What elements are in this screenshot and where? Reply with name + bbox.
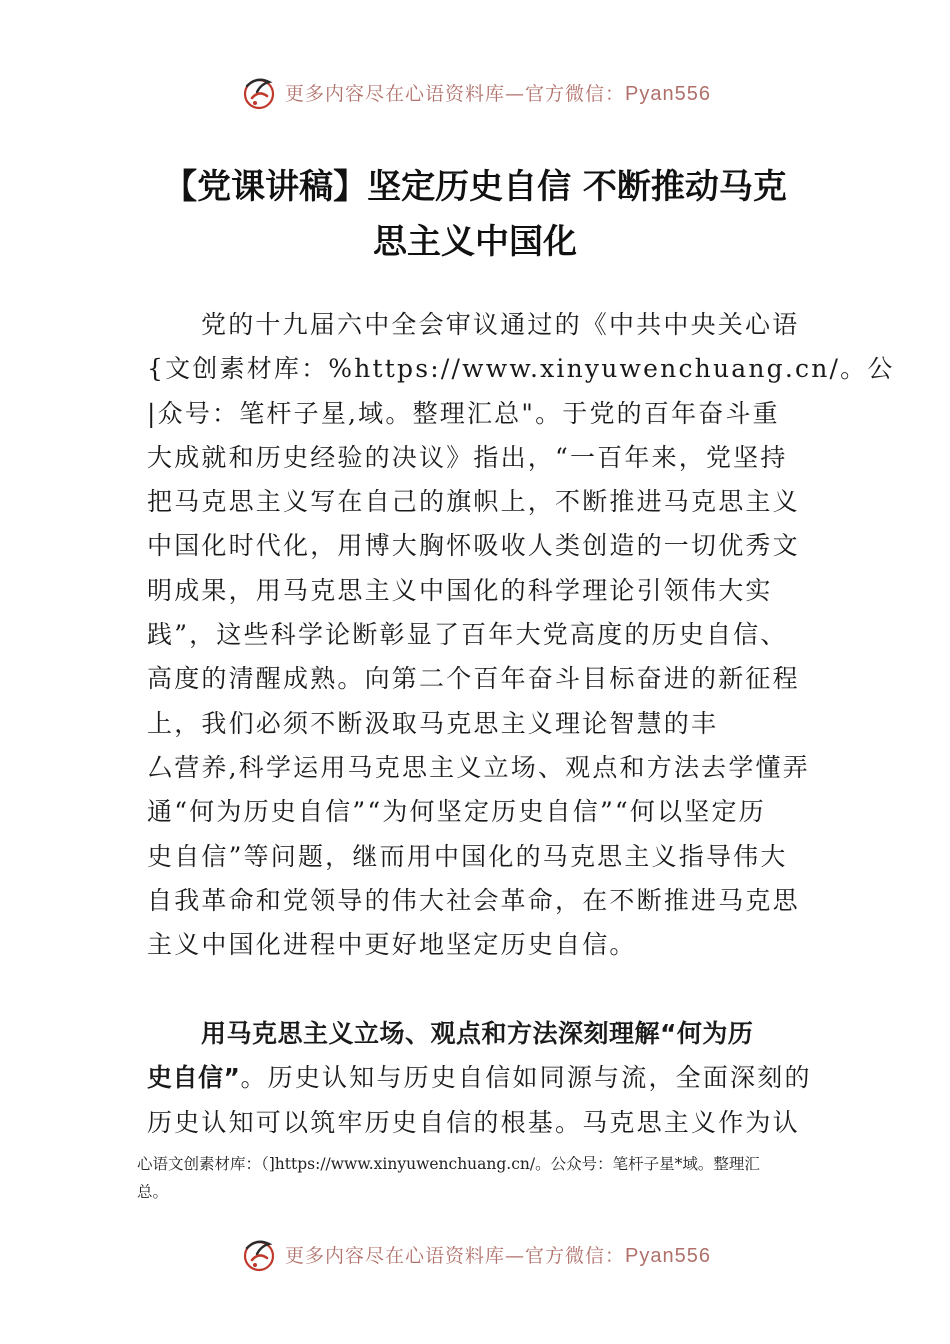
- document-title: [120, 160, 830, 270]
- banner-text: [285, 79, 711, 106]
- paragraph-line: 主义中国化进程中更好地坚定历史自信。: [147, 930, 637, 960]
- paragraph-line: 党的十九届六中全会审议通过的《中共中央关心语: [201, 310, 800, 339]
- banner-wechat-id: Pyan556: [625, 82, 711, 105]
- paragraph-line: 通“何为历史自信”“为何坚定历史自信”“何以坚定历: [147, 797, 766, 827]
- paragraph-line: 厶营养,科学运用马克思主义立场、观点和方法去学懂弄: [147, 752, 810, 782]
- section-heading-line-2: 史自信”: [147, 1063, 241, 1093]
- footnote-line-2: 总。: [137, 1183, 169, 1201]
- header-banner: [0, 70, 950, 114]
- paragraph-line: {文创素材库：%https://www.xinyuwenchuang.cn/。公: [147, 354, 895, 384]
- xinyu-logo-icon: [239, 72, 279, 112]
- paragraph-line: 把马克思主义写在自己的旗帜上，不断推进马克思主义: [147, 487, 800, 517]
- footnote: [137, 1150, 827, 1206]
- paragraph-line: 自我革命和党领导的伟大社会革命，在不断推进马克思: [147, 885, 800, 915]
- paragraph-line: 上，我们必须不断汲取马克思主义理论智慧的丰: [147, 708, 719, 738]
- banner-text: [285, 1241, 711, 1268]
- paragraph-line: 践”，这些科学论断彰显了百年大党高度的历史自信、: [147, 620, 788, 650]
- footer-banner: [0, 1232, 950, 1276]
- banner-prefix: 更多内容尽在心语资料库—官方微信：: [285, 82, 626, 105]
- paragraph-2: [147, 1012, 812, 1145]
- paragraph-line-mixed: [147, 1056, 812, 1100]
- paragraph-line: 高度的清醒成熟。向第二个百年奋斗目标奋进的新征程: [147, 664, 800, 694]
- paragraph-line: 史自信”等问题，继而用中国化的马克思主义指导伟大: [147, 841, 788, 871]
- section-heading-line-1: 用马克思主义立场、观点和方法深刻理解“何为历: [201, 1019, 754, 1048]
- banner-prefix: 更多内容尽在心语资料库—官方微信：: [285, 1244, 626, 1267]
- paragraph-line: 中国化时代化，用博大胸怀吸收人类创造的一切优秀文: [147, 531, 800, 561]
- paragraph-line: 。历史认知与历史自信如同源与流，全面深刻的: [240, 1063, 812, 1093]
- footnote-line-1: 心语文创素材库：（]https://www.xinyuwenchuang.cn/。公众号：笔杆子星*域。整理汇: [137, 1155, 760, 1173]
- paragraph-line: 大成就和历史经验的决议》指出，“一百年来，党坚持: [147, 442, 788, 472]
- paragraph-line: 历史认知可以筑牢历史自信的根基。马克思主义作为认: [147, 1107, 800, 1137]
- paragraph-line: |众号：笔杆子星,域。整理汇总"。于党的百年奋斗重: [147, 398, 780, 428]
- paragraph-1: [147, 303, 895, 967]
- banner-wechat-id: Pyan556: [625, 1244, 711, 1267]
- title-line-1: 【党课讲稿】坚定历史自信 不断推动马克: [163, 167, 787, 207]
- xinyu-logo-icon: [239, 1234, 279, 1274]
- title-line-2: 思主义中国化: [373, 222, 577, 262]
- paragraph-line: 明成果，用马克思主义中国化的科学理论引领伟大实: [147, 575, 773, 605]
